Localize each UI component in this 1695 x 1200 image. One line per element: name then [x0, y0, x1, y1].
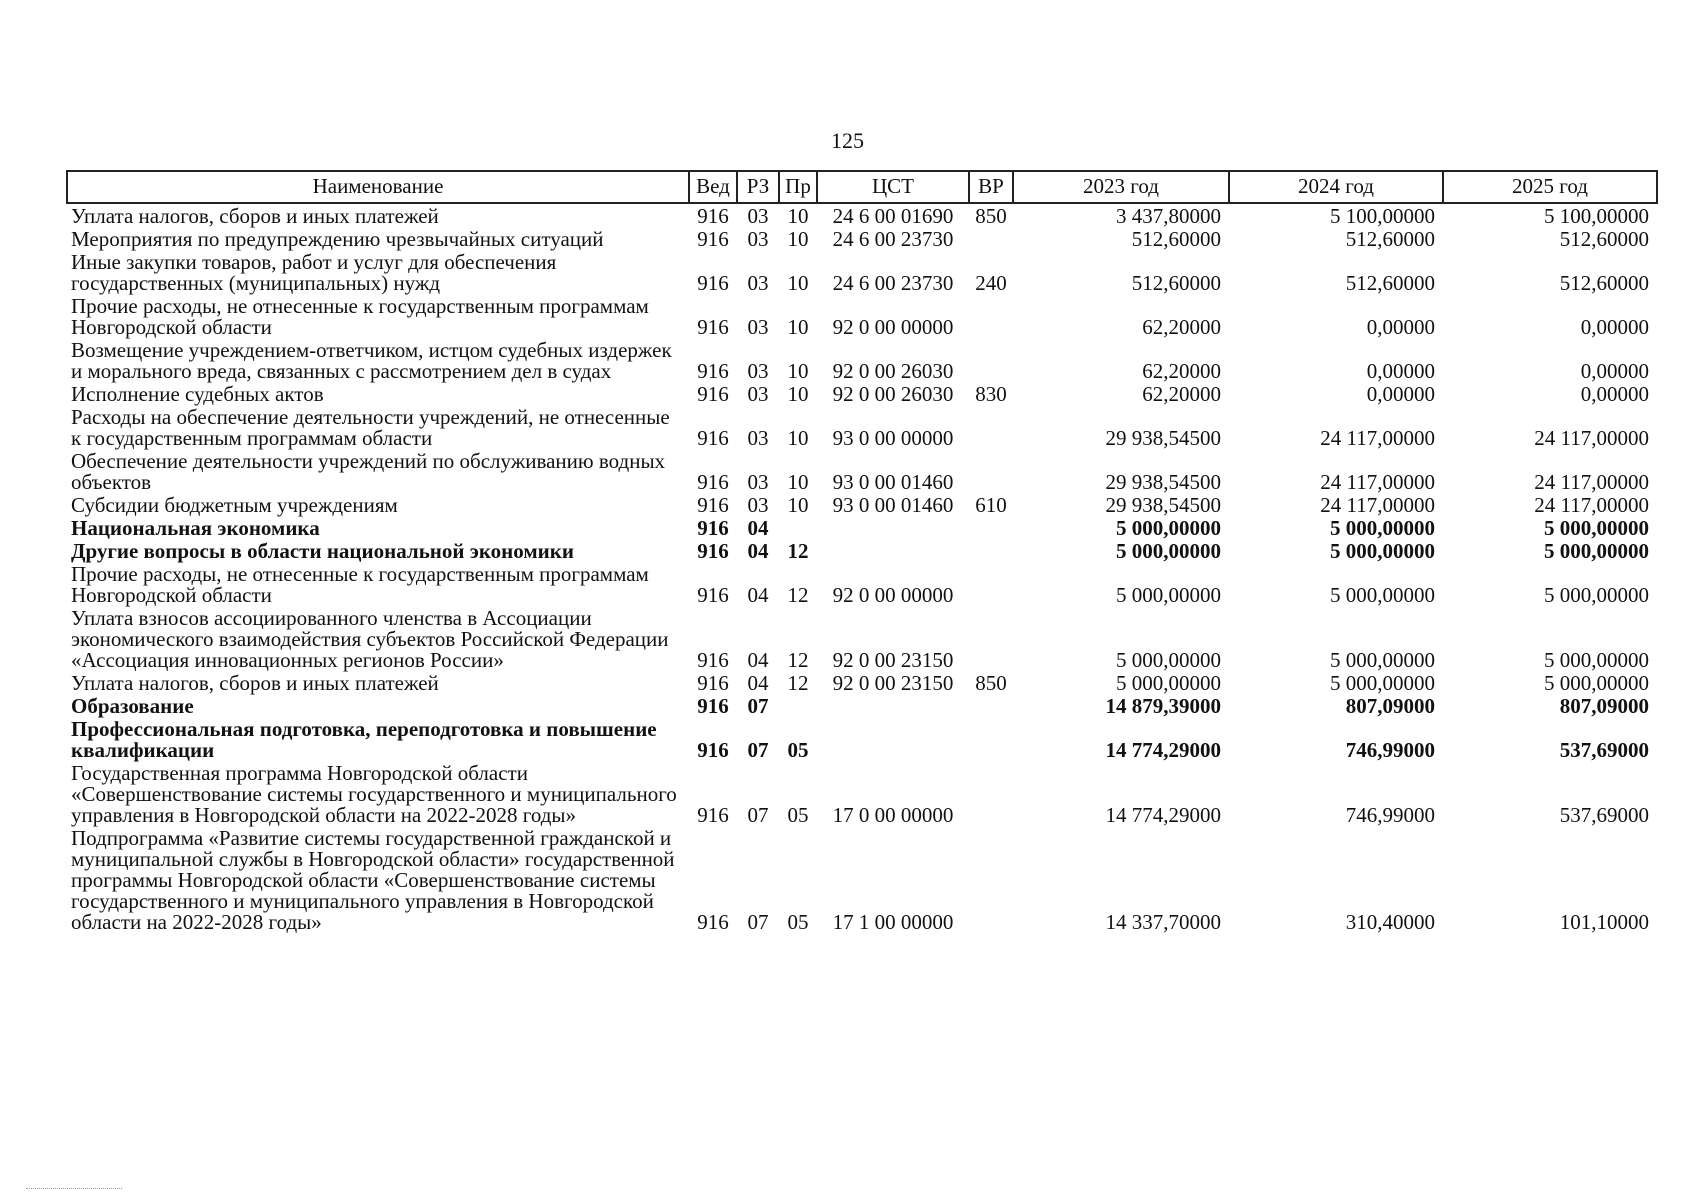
table-row [67, 449, 1657, 493]
cell-ved: 916 [697, 271, 729, 295]
cell-y2024: 5 000,00000 [1330, 671, 1435, 695]
table-row [67, 539, 1657, 562]
table-row [67, 516, 1657, 539]
cell-rz: 03 [747, 426, 769, 450]
cell-pr: 12 [787, 539, 809, 563]
cell-vr [969, 826, 1013, 933]
cell-rz: 07 [747, 694, 769, 718]
cell-vr [969, 539, 1013, 562]
cell-y2025: 5 100,00000 [1544, 204, 1649, 228]
cell-cst: 92 0 00 26030 [832, 359, 954, 383]
cell-rz: 03 [747, 227, 769, 251]
cell-y2025: 24 117,00000 [1534, 493, 1649, 517]
table-row [67, 606, 1657, 671]
cell-pr: 10 [787, 470, 809, 494]
cell-y2023: 29 938,54500 [1105, 470, 1221, 494]
cell-rz: 03 [747, 470, 769, 494]
cell-pr: 05 [787, 803, 809, 827]
table-row [67, 227, 1657, 250]
cell-name: Образование [71, 694, 194, 718]
cell-vr [969, 338, 1013, 382]
cell-pr: 05 [787, 910, 809, 934]
cell-cst: 92 0 00 23150 [832, 648, 954, 672]
cell-ved: 916 [697, 493, 729, 517]
table-row [67, 405, 1657, 449]
cell-name: Возмещение учреждением-ответчиком, истцом судебных издержек и морального вреда, связанных с рассмотрением дел в судах [71, 338, 672, 383]
cell-y2025: 0,00000 [1580, 359, 1649, 383]
table-row [67, 338, 1657, 382]
cell-cst [817, 539, 969, 562]
cell-pr: 10 [787, 359, 809, 383]
table-row [67, 250, 1657, 294]
cell-rz: 04 [747, 583, 769, 607]
cell-rz: 04 [747, 539, 769, 563]
cell-y2024: 807,09000 [1345, 694, 1435, 718]
cell-cst: 93 0 00 01460 [832, 470, 954, 494]
table-row [67, 562, 1657, 606]
cell-name: Профессиональная подготовка, переподготовка и повышение квалификации [71, 717, 657, 762]
cell-cst: 24 6 00 01690 [832, 204, 954, 228]
cell-pr [779, 516, 817, 539]
cell-y2025: 512,60000 [1559, 227, 1649, 251]
cell-y2023: 5 000,00000 [1116, 671, 1221, 695]
cell-ved: 916 [697, 803, 729, 827]
cell-name: Уплата налогов, сборов и иных платежей [71, 671, 439, 695]
header-pr: Пр [779, 171, 817, 203]
cell-pr: 10 [787, 493, 809, 517]
cell-ved: 916 [697, 648, 729, 672]
cell-vr: 850 [975, 671, 1007, 695]
header-name: Наименование [67, 171, 689, 203]
cell-cst: 92 0 00 00000 [832, 315, 954, 339]
cell-y2025: 5 000,00000 [1544, 583, 1649, 607]
cell-y2023: 62,20000 [1142, 359, 1221, 383]
cell-rz: 03 [747, 359, 769, 383]
header-ved: Вед [689, 171, 737, 203]
cell-pr: 10 [787, 315, 809, 339]
cell-y2024: 0,00000 [1366, 359, 1435, 383]
header-2023: 2023 год [1013, 171, 1229, 203]
cell-y2025: 24 117,00000 [1534, 426, 1649, 450]
cell-cst: 92 0 00 00000 [832, 583, 954, 607]
cell-pr: 10 [787, 271, 809, 295]
cell-y2025: 512,60000 [1559, 271, 1649, 295]
cell-y2025: 5 000,00000 [1544, 539, 1649, 563]
table-row [67, 493, 1657, 516]
cell-vr [969, 717, 1013, 761]
cell-name: Уплата налогов, сборов и иных платежей [71, 204, 439, 228]
cell-name: Прочие расходы, не отнесенные к государственным программам Новгородской области [71, 294, 649, 339]
cell-y2023: 512,60000 [1131, 227, 1221, 251]
cell-y2025: 0,00000 [1580, 382, 1649, 406]
cell-y2024: 24 117,00000 [1320, 493, 1435, 517]
budget-table [66, 170, 1658, 933]
cell-y2024: 5 100,00000 [1330, 204, 1435, 228]
cell-y2024: 310,40000 [1345, 910, 1435, 934]
cell-name: Государственная программа Новгородской области «Совершенствование системы государственного и муниципального управления в Новгородской области на 2022-2028 годы» [71, 761, 677, 827]
cell-cst: 17 0 00 00000 [832, 803, 954, 827]
cell-name: Подпрограмма «Развитие системы государственной гражданской и муниципальной службы в Новгородской области» государственной программы Новгородской области «Совершенствование системы государственного и муниципального управления в Новгородской области на 2022-2028 годы» [71, 826, 675, 934]
cell-rz: 03 [747, 382, 769, 406]
cell-ved: 916 [697, 382, 729, 406]
cell-ved: 916 [697, 539, 729, 563]
table-row [67, 717, 1657, 761]
cell-y2023: 29 938,54500 [1105, 493, 1221, 517]
cell-y2023: 14 337,70000 [1105, 910, 1221, 934]
cell-pr [779, 694, 817, 717]
cell-cst: 93 0 00 01460 [832, 493, 954, 517]
cell-vr [969, 227, 1013, 250]
header-cst: ЦСТ [817, 171, 969, 203]
table-body [67, 203, 1657, 933]
cell-name: Исполнение судебных актов [71, 382, 324, 406]
cell-vr [969, 405, 1013, 449]
table-row [67, 203, 1657, 227]
cell-rz: 07 [747, 738, 769, 762]
cell-pr: 10 [787, 382, 809, 406]
cell-cst: 92 0 00 23150 [832, 671, 954, 695]
cell-cst [817, 694, 969, 717]
cell-ved: 916 [697, 910, 729, 934]
cell-y2025: 5 000,00000 [1544, 648, 1649, 672]
cell-ved: 916 [697, 671, 729, 695]
table-row [67, 671, 1657, 694]
cell-rz: 04 [747, 671, 769, 695]
cell-y2024: 5 000,00000 [1330, 648, 1435, 672]
cell-rz: 03 [747, 493, 769, 517]
cell-vr [969, 449, 1013, 493]
cell-y2025: 537,69000 [1559, 803, 1649, 827]
table-header-row [67, 171, 1657, 203]
cell-rz: 03 [747, 315, 769, 339]
cell-y2024: 5 000,00000 [1330, 516, 1435, 540]
cell-cst: 17 1 00 00000 [832, 910, 954, 934]
table-row [67, 294, 1657, 338]
table-row [67, 826, 1657, 933]
cell-pr: 12 [787, 671, 809, 695]
footer-mark [26, 1188, 122, 1189]
cell-y2024: 5 000,00000 [1330, 583, 1435, 607]
cell-name: Обеспечение деятельности учреждений по обслуживанию водных объектов [71, 449, 666, 494]
cell-y2025: 807,09000 [1559, 694, 1649, 718]
cell-vr [969, 761, 1013, 826]
cell-ved: 916 [697, 359, 729, 383]
cell-y2025: 537,69000 [1559, 738, 1649, 762]
cell-y2024: 512,60000 [1345, 227, 1435, 251]
cell-vr: 830 [975, 382, 1007, 406]
header-rz: РЗ [737, 171, 779, 203]
cell-rz: 07 [747, 803, 769, 827]
cell-rz: 04 [747, 516, 769, 540]
cell-y2023: 512,60000 [1131, 271, 1221, 295]
header-2024: 2024 год [1229, 171, 1443, 203]
cell-name: Национальная экономика [71, 516, 320, 540]
cell-y2023: 62,20000 [1142, 315, 1221, 339]
cell-ved: 916 [697, 470, 729, 494]
cell-pr: 12 [787, 648, 809, 672]
cell-cst [817, 516, 969, 539]
cell-y2023: 14 774,29000 [1105, 803, 1221, 827]
cell-y2023: 3 437,80000 [1116, 204, 1221, 228]
cell-y2023: 5 000,00000 [1116, 648, 1221, 672]
cell-rz: 07 [747, 910, 769, 934]
cell-y2025: 101,10000 [1559, 910, 1649, 934]
cell-vr: 240 [975, 271, 1007, 295]
cell-y2024: 5 000,00000 [1330, 539, 1435, 563]
cell-ved: 916 [697, 204, 729, 228]
cell-name: Прочие расходы, не отнесенные к государственным программам Новгородской области [71, 562, 649, 607]
cell-name: Расходы на обеспечение деятельности учреждений, не отнесенные к государственным программам области [71, 405, 670, 450]
cell-y2025: 24 117,00000 [1534, 470, 1649, 494]
cell-cst: 92 0 00 26030 [832, 382, 954, 406]
table-row [67, 761, 1657, 826]
cell-cst [817, 717, 969, 761]
cell-name: Мероприятия по предупреждению чрезвычайных ситуаций [71, 227, 604, 251]
cell-y2023: 29 938,54500 [1105, 426, 1221, 450]
cell-rz: 04 [747, 648, 769, 672]
cell-y2024: 24 117,00000 [1320, 470, 1435, 494]
header-2025: 2025 год [1443, 171, 1657, 203]
cell-name: Уплата взносов ассоциированного членства в Ассоциации экономического взаимодействия субъектов Российской Федерации «Ассоциация инновационных регионов России» [71, 606, 669, 672]
cell-cst: 93 0 00 00000 [832, 426, 954, 450]
table-row [67, 694, 1657, 717]
cell-y2024: 512,60000 [1345, 271, 1435, 295]
cell-vr [969, 694, 1013, 717]
cell-cst: 24 6 00 23730 [832, 271, 954, 295]
cell-y2024: 0,00000 [1366, 315, 1435, 339]
cell-y2024: 0,00000 [1366, 382, 1435, 406]
cell-y2023: 5 000,00000 [1116, 583, 1221, 607]
page-number: 125 [831, 128, 864, 153]
cell-pr: 12 [787, 583, 809, 607]
cell-ved: 916 [697, 738, 729, 762]
cell-name: Другие вопросы в области национальной экономики [71, 539, 574, 563]
cell-vr: 610 [975, 493, 1007, 517]
header-vr: ВР [969, 171, 1013, 203]
cell-pr: 10 [787, 227, 809, 251]
cell-vr [969, 562, 1013, 606]
cell-ved: 916 [697, 694, 729, 718]
cell-y2025: 0,00000 [1580, 315, 1649, 339]
table-row [67, 382, 1657, 405]
cell-rz: 03 [747, 271, 769, 295]
cell-ved: 916 [697, 227, 729, 251]
cell-cst: 24 6 00 23730 [832, 227, 954, 251]
cell-y2024: 746,99000 [1345, 803, 1435, 827]
cell-y2023: 5 000,00000 [1116, 539, 1221, 563]
cell-name: Иные закупки товаров, работ и услуг для обеспечения государственных (муниципальных) нужд [71, 250, 557, 295]
cell-name: Субсидии бюджетным учреждениям [71, 493, 398, 517]
cell-vr [969, 294, 1013, 338]
cell-y2023: 14 774,29000 [1105, 738, 1221, 762]
cell-vr [969, 606, 1013, 671]
cell-y2023: 62,20000 [1142, 382, 1221, 406]
cell-y2024: 24 117,00000 [1320, 426, 1435, 450]
cell-ved: 916 [697, 583, 729, 607]
cell-vr: 850 [975, 204, 1007, 228]
cell-ved: 916 [697, 426, 729, 450]
cell-pr: 05 [787, 738, 809, 762]
cell-y2023: 14 879,39000 [1105, 694, 1221, 718]
cell-vr [969, 516, 1013, 539]
cell-y2025: 5 000,00000 [1544, 516, 1649, 540]
cell-pr: 10 [787, 426, 809, 450]
cell-ved: 916 [697, 315, 729, 339]
cell-y2024: 746,99000 [1345, 738, 1435, 762]
cell-y2025: 5 000,00000 [1544, 671, 1649, 695]
cell-y2023: 5 000,00000 [1116, 516, 1221, 540]
cell-rz: 03 [747, 204, 769, 228]
cell-ved: 916 [697, 516, 729, 540]
cell-pr: 10 [787, 204, 809, 228]
